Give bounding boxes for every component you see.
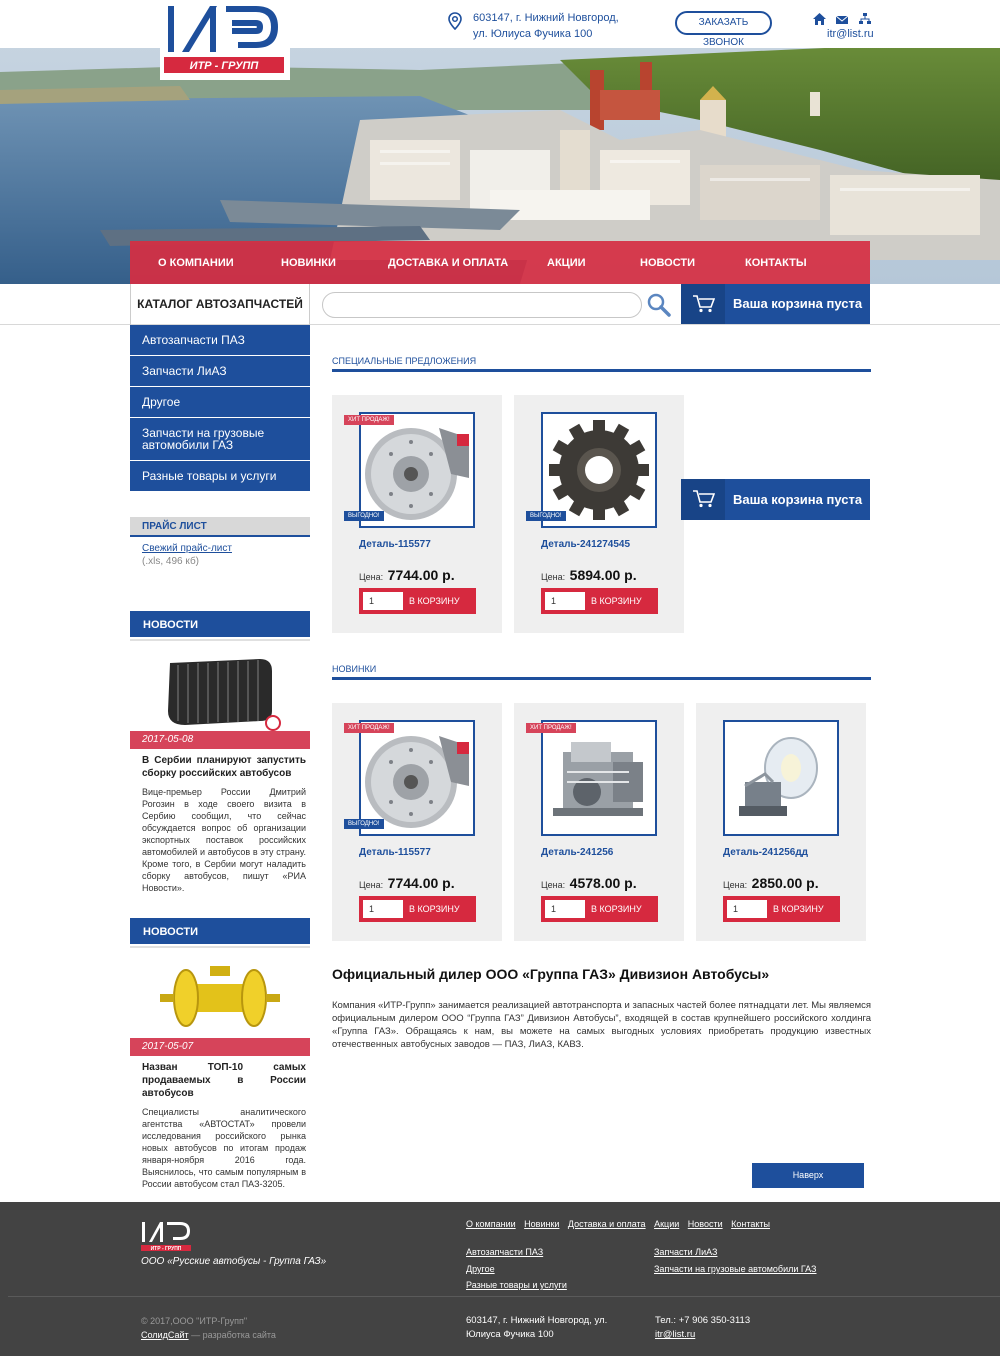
home-icon[interactable]: [813, 12, 826, 30]
news-block-2: [130, 918, 310, 1190]
price-value: 7744.00 р.: [387, 875, 455, 891]
product-image-fuel-pump[interactable]: [541, 720, 657, 836]
product-price: [541, 567, 637, 583]
address-line-2: ул. Юлиуса Фучика 100: [473, 28, 593, 40]
hero-banner: [0, 0, 1000, 284]
nav-about[interactable]: О КОМПАНИИ: [158, 257, 234, 269]
footer-divider: [8, 1296, 1000, 1297]
add-to-cart-label: В КОРЗИНУ: [591, 904, 642, 914]
address-line-1: 603147, г. Нижний Новгород,: [473, 12, 619, 24]
news-image-track[interactable]: [130, 651, 310, 731]
hit-badge: ХИТ ПРОДАЖ!: [344, 415, 394, 425]
footer: [0, 1202, 1000, 1356]
cart-icon: [681, 284, 725, 324]
footer-nav-new[interactable]: Новинки: [524, 1219, 560, 1229]
news-title[interactable]: Назван ТОП-10 самых продаваемых в России автобусов: [142, 1062, 306, 1099]
price-list-link[interactable]: Свежий прайс-лист: [142, 543, 232, 554]
footer-email[interactable]: itr@list.ru: [655, 1329, 696, 1340]
footer-nav: [466, 1219, 776, 1229]
quantity-input[interactable]: 1: [545, 592, 585, 610]
add-to-cart-label: В КОРЗИНУ: [773, 904, 824, 914]
quantity-input[interactable]: 1: [727, 900, 767, 918]
price-list-size: (.xls, 496 кб): [142, 556, 200, 567]
price-value: 4578.00 р.: [569, 875, 637, 891]
product-card: [332, 395, 502, 633]
save-badge: ВЫГОДНО!: [526, 511, 566, 521]
search-icon[interactable]: [646, 292, 672, 318]
news-text: Специалисты аналитического агентства «АВТОСТАТ» провели исследования российского рынка новых автобусов по итогам продаж января-ноября 2016 года. Выяснилось, что самым популярным в России автобусом стал ПАЗ-3205.: [142, 1107, 306, 1189]
nav-delivery[interactable]: ДОСТАВКА И ОПЛАТА: [388, 257, 509, 269]
news-title[interactable]: В Сербии планируют запустить сборку российских автобусов: [142, 755, 306, 779]
nav-promo[interactable]: АКЦИИ: [547, 257, 586, 269]
news-block-1: [130, 611, 310, 894]
hit-badge: ХИТ ПРОДАЖ!: [526, 723, 576, 733]
section-title-new: НОВИНКИ: [332, 664, 871, 680]
catalog-item-paz[interactable]: Автозапчасти ПАЗ: [130, 325, 310, 356]
product-card: [696, 703, 866, 941]
footer-nav-delivery[interactable]: Доставка и оплата: [567, 1219, 646, 1229]
news-heading: НОВОСТИ: [130, 611, 310, 639]
cart-status: Ваша корзина пуста: [733, 296, 863, 311]
search-input[interactable]: [322, 292, 642, 318]
news-heading: НОВОСТИ: [130, 918, 310, 946]
footer-cat-gaz-trucks[interactable]: Запчасти на грузовые автомобили ГАЗ: [654, 1264, 817, 1274]
catalog-item-liaz[interactable]: Запчасти ЛиАЗ: [130, 356, 310, 387]
news-date: 2017-05-07: [130, 1038, 310, 1056]
hit-badge: ХИТ ПРОДАЖ!: [344, 723, 394, 733]
nav-contacts[interactable]: КОНТАКТЫ: [745, 257, 807, 269]
price-value: 2850.00 р.: [751, 875, 819, 891]
developer-link[interactable]: СолидСайт: [141, 1330, 189, 1340]
news-date: 2017-05-08: [130, 731, 310, 749]
price-value: 7744.00 р.: [387, 567, 455, 583]
quantity-input[interactable]: 1: [363, 592, 403, 610]
add-to-cart-button[interactable]: [359, 588, 476, 614]
product-name[interactable]: Деталь-115577: [359, 539, 431, 550]
dealer-text: Компания «ИТР-Групп» занимается реализацией автотранспорта и запасных частей более пятнадцати лет. Мы являемся официальным дилером ООО “Группа ГАЗ” Дивизион Автобусы”, входящей в состав крупнейшего российского холдинга «Группа ГАЗ». Обращаясь к нам, вы можете на самых выгодных условиях приобретать продукцию известных отечественных автобусных заводов — ПАЗ, ЛиАЗ, КАВЗ.: [332, 1000, 871, 1050]
save-badge: ВЫГОДНО!: [344, 511, 384, 521]
catalog-menu: [130, 325, 310, 492]
add-to-cart-button[interactable]: [541, 896, 658, 922]
footer-logo[interactable]: [140, 1220, 194, 1252]
footer-nav-contacts[interactable]: Контакты: [731, 1219, 770, 1229]
footer-copyright: © 2017,ООО "ИТР-Групп": [141, 1316, 248, 1326]
add-to-cart-label: В КОРЗИНУ: [409, 904, 460, 914]
product-price: [723, 875, 819, 891]
header-icons: [813, 12, 873, 26]
footer-nav-promo[interactable]: Акции: [654, 1219, 680, 1229]
footer-nav-news[interactable]: Новости: [687, 1219, 723, 1229]
dealer-title: Официальный дилер ООО «Группа ГАЗ» Дивизион Автобусы»: [332, 966, 770, 982]
news-image-roller[interactable]: [130, 958, 310, 1038]
footer-cat-liaz[interactable]: Запчасти ЛиАЗ: [654, 1247, 718, 1257]
product-name[interactable]: Деталь-115577: [359, 847, 431, 858]
cart-status: Ваша корзина пуста: [733, 492, 863, 507]
add-to-cart-button[interactable]: [359, 896, 476, 922]
product-name[interactable]: Деталь-241256дд: [723, 847, 809, 858]
footer-phone: Тел.: +7 906 350-3113: [655, 1315, 751, 1326]
catalog-item-gaz-trucks[interactable]: Запчасти на грузовые автомобили ГАЗ: [130, 418, 310, 461]
quantity-input[interactable]: 1: [363, 900, 403, 918]
product-card: [514, 395, 684, 633]
header-email[interactable]: itr@list.ru: [827, 28, 874, 40]
footer-cat-other[interactable]: Другое: [466, 1264, 495, 1274]
catalog-item-other[interactable]: Другое: [130, 387, 310, 418]
developer-text: — разработка сайта: [188, 1330, 276, 1340]
scroll-top-button[interactable]: Наверх: [752, 1163, 864, 1188]
location-pin-icon: [448, 12, 462, 30]
product-price: [359, 567, 455, 583]
nav-new[interactable]: НОВИНКИ: [281, 257, 336, 269]
footer-address: 603147, г. Нижний Новгород, ул. Юлиуса Фучика 100: [466, 1315, 608, 1340]
section-title-special: СПЕЦИАЛЬНЫЕ ПРЕДЛОЖЕНИЯ: [332, 356, 871, 372]
price-label: Цена:: [723, 880, 748, 890]
floating-cart-widget[interactable]: [681, 479, 870, 520]
price-label: Цена:: [541, 880, 566, 890]
footer-developer: [141, 1330, 276, 1340]
product-image-headlight-bulb[interactable]: [723, 720, 839, 836]
main-nav: [130, 241, 870, 284]
header-address: [448, 10, 648, 42]
price-label: Цена:: [359, 880, 384, 890]
price-value: 5894.00 р.: [569, 567, 637, 583]
catalog-item-misc[interactable]: Разные товары и услуги: [130, 461, 310, 492]
footer-contacts: [655, 1314, 750, 1342]
footer-cat-misc[interactable]: Разные товары и услуги: [466, 1280, 567, 1290]
news-text: Вице-премьер России Дмитрий Рогозин в ходе своего визита в Сербию сообщил, что сейчас обсуждается вопрос об организации экспортных поставок российских автомобилей и автобусов в эту страну. Кроме того, в Сербии могут наладить сборку автобусов, пишут «РИА Новости».: [142, 787, 306, 893]
product-card: [332, 703, 502, 941]
add-to-cart-label: В КОРЗИНУ: [409, 596, 460, 606]
price-list-block: [130, 517, 310, 567]
product-price: [541, 875, 637, 891]
add-to-cart-button[interactable]: [723, 896, 840, 922]
search-row: [0, 284, 1000, 325]
footer-cat-paz[interactable]: Автозапчасти ПАЗ: [466, 1247, 544, 1257]
price-label: Цена:: [359, 572, 384, 582]
quantity-input[interactable]: 1: [545, 900, 585, 918]
price-label: Цена:: [541, 572, 566, 582]
nav-news[interactable]: НОВОСТИ: [640, 257, 696, 269]
cart-widget[interactable]: [681, 284, 870, 324]
product-price: [359, 875, 455, 891]
catalog-title: КАТАЛОГ АВТОЗАПЧАСТЕЙ: [130, 284, 310, 325]
price-list-title: ПРАЙС ЛИСТ: [130, 517, 310, 537]
footer-nav-about[interactable]: О компании: [466, 1219, 516, 1229]
cart-icon: [681, 479, 725, 520]
footer-logo-text: ИТР - ГРУПП: [150, 1246, 182, 1252]
add-to-cart-button[interactable]: [541, 588, 658, 614]
add-to-cart-label: В КОРЗИНУ: [591, 596, 642, 606]
logo-text: ИТР - ГРУПП: [189, 60, 259, 72]
product-card: [514, 703, 684, 941]
footer-company: ООО «Русские автобусы - Группа ГАЗ»: [141, 1256, 327, 1267]
product-name[interactable]: Деталь-241274545: [541, 539, 631, 550]
itr-logo[interactable]: [160, 0, 290, 80]
product-name[interactable]: Деталь-241256: [541, 847, 614, 858]
callback-button[interactable]: ЗАКАЗАТЬ ЗВОНОК: [675, 11, 772, 35]
save-badge: ВЫГОДНО!: [344, 819, 384, 829]
